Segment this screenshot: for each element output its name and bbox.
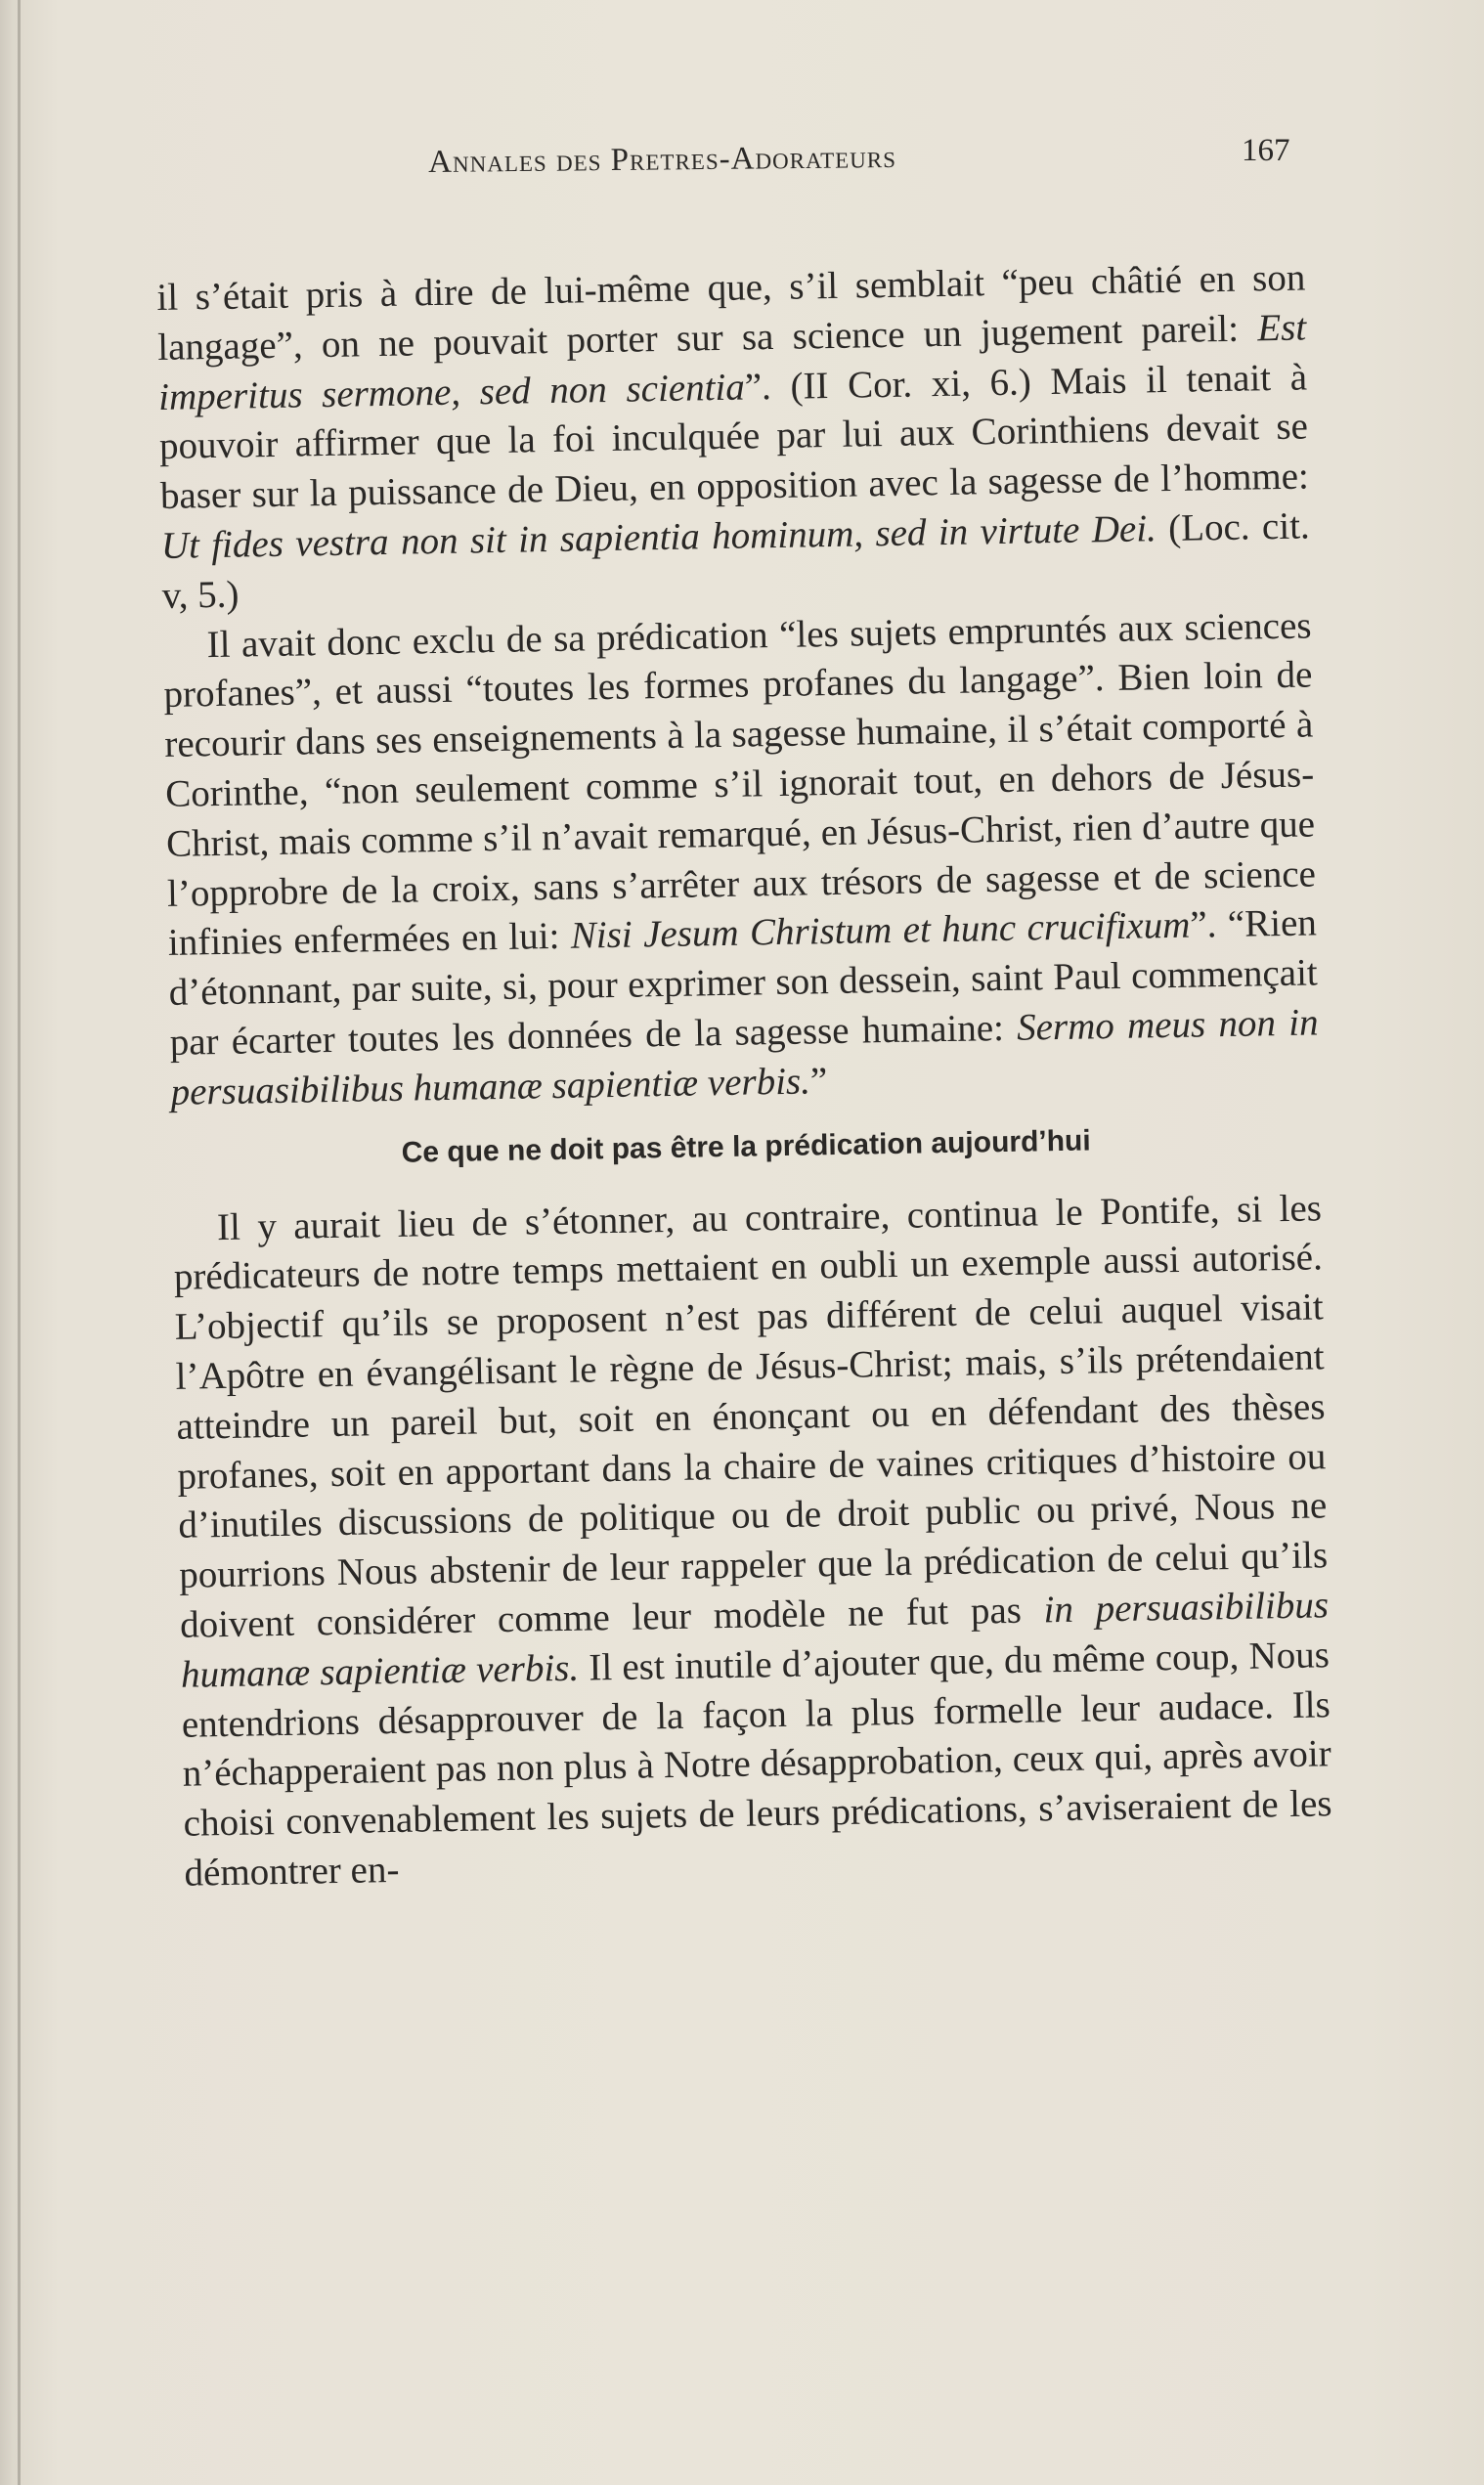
paragraph-3 xyxy=(173,1184,1333,1899)
paragraph-3-latin-a: in persuasibilibus humanæ sapientiæ verbis. xyxy=(180,1584,1330,1696)
paragraph-1-text-c: (Loc. cit. v, 5.) xyxy=(161,504,1311,617)
paragraph-2-text-c: ” xyxy=(809,1059,828,1103)
paragraph-2-text-a: Il avait donc exclu de sa prédication “les sujets empruntés aux sciences profanes”, et aussi “toutes les formes profanes du langage”. Bien loin de recourir dans ses enseignements à la sagesse humaine, il s’était comporté à Corinthe, “non seulement comme s’il ignorait tout, en dehors de Jésus-Christ, mais comme s’il n’avait remarqué, en Jésus-Christ, rien d’autre que l’opprobre de la croix, sans s’arrêter aux trésors de sagesse et de science infinies enfermées en lui: xyxy=(163,604,1317,965)
paragraph-1-latin-b: Ut fides vestra non sit in sapientia hominum, sed in virtute Dei. xyxy=(160,507,1157,567)
paragraph-3-text-b: Il est inutile d’ajouter que, du même coup, Nous entendrions désapprouver de la façon la plus formelle leur audace. Ils n’échapperaient pas non plus à Notre désapprobation, ceux qui, après avoir choisi convenablement les sujets de leurs prédications, s’aviseraient de les démontrer en- xyxy=(181,1633,1332,1895)
paragraph-1 xyxy=(156,253,1311,621)
running-head: Annales des Pretres-Adorateurs xyxy=(428,139,897,180)
paragraph-1-text-b: ”. (II Cor. xi, 6.) Mais il tenait à pouvoir affirmer que la foi inculquée par lui aux Corinthiens devait se baser sur la puissance de Dieu, en opposition avec la sagesse de l’homme: xyxy=(158,356,1310,518)
paragraph-2-latin-b: Sermo meus non in persuasibilibus humanæ sapientiæ verbis. xyxy=(170,1001,1319,1113)
text-block xyxy=(156,253,1333,1898)
paragraph-1-latin-a: Est imperitus sermone, sed non scientia xyxy=(157,306,1307,418)
paragraph-2-latin-a: Nisi Jesum Christum et hunc crucifixum xyxy=(570,904,1191,958)
paragraph-2-text-b: ”. “Rien d’étonnant, par suite, si, pour exprimer son dessein, saint Paul commençait par écarter toutes les données de la sagesse humaine: xyxy=(168,901,1319,1064)
page-number: 167 xyxy=(1242,133,1290,168)
paragraph-2 xyxy=(162,601,1320,1117)
section-subheading: Ce que ne doit pas être la prédication aujourd’hui xyxy=(401,1124,1091,1169)
paragraph-1-text-a: il s’était pris à dire de lui-même que, s’il semblait “peu châtié en son langage”, on ne pouvait porter sur sa science un jugement pareil: xyxy=(156,256,1306,369)
binding-gutter xyxy=(18,0,21,2485)
paragraph-3-text-a: Il y aurait lieu de s’étonner, au contraire, continua le Pontife, si les prédicateurs de notre temps mettaient en oubli un exemple aussi autorisé. L’objectif qu’ils se proposent n’est pas différent de celui auquel visait l’Apôtre en évangélisant le règne de Jésus-Christ; mais, s’ils prétendaient atteindre un pareil but, soit en énonçant ou en défendant des thèses profanes, soit en apportant dans la chaire de vaines critiques d’histoire ou d’inutiles discussions de politique ou de droit public ou privé, Nous ne pourrions Nous abstenir de leur rappeler que la prédication de celui qu’ils doivent considérer comme leur modèle ne fut pas xyxy=(173,1186,1329,1646)
